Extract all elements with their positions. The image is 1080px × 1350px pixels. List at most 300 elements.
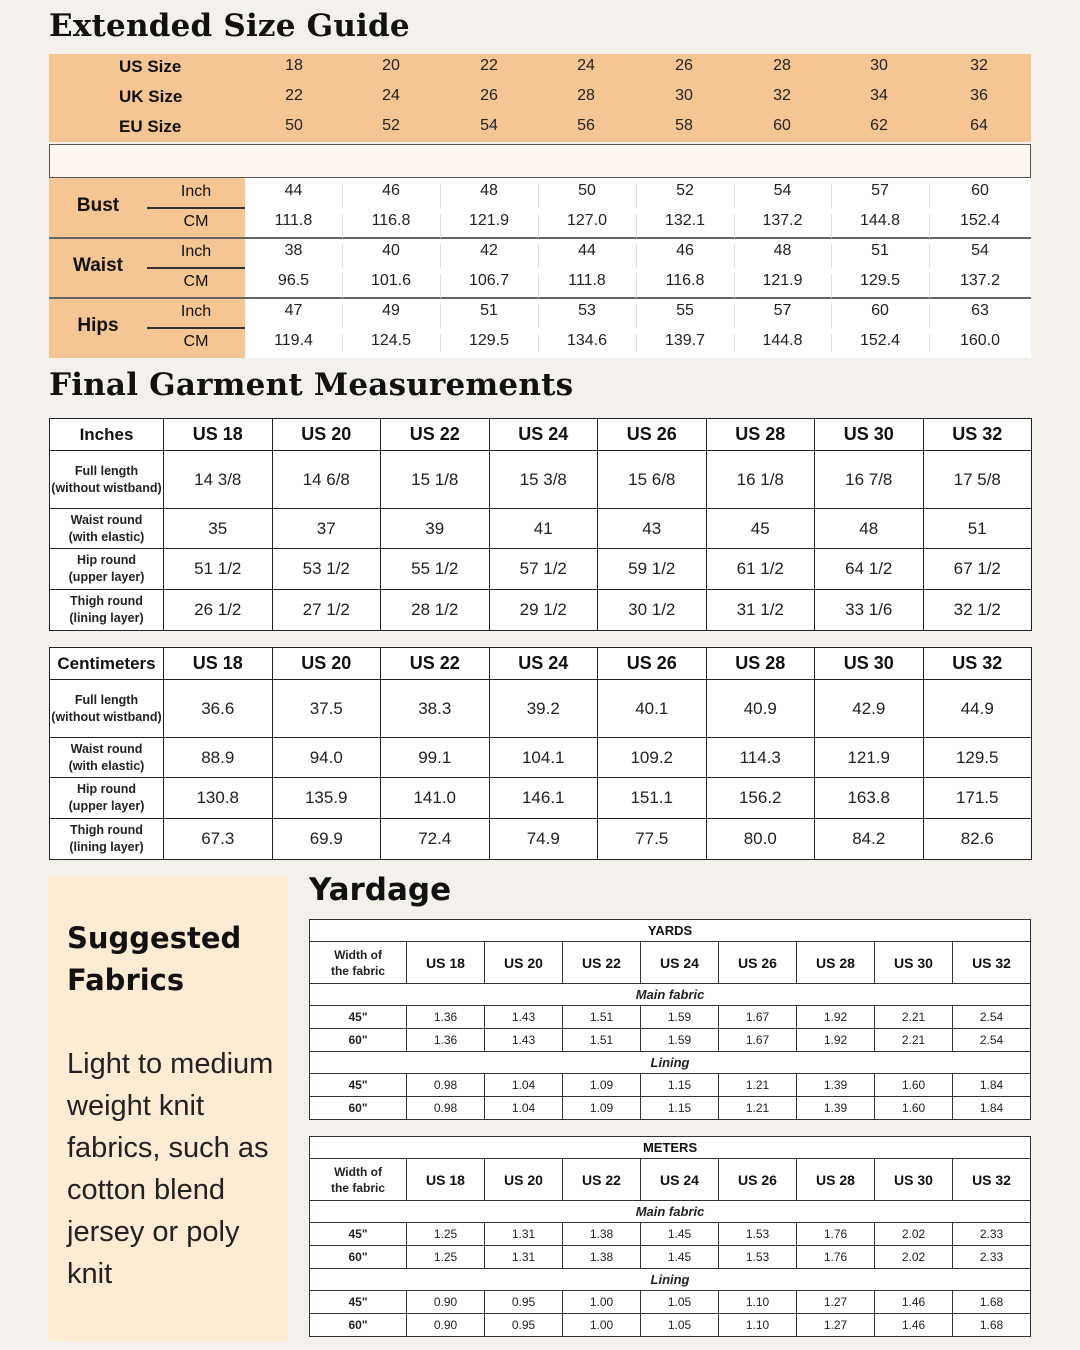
measurement-cell: 59 1/2 [598, 549, 707, 590]
measurement-cell: 156.2 [706, 778, 815, 819]
size-header: US 18 [407, 942, 485, 984]
size-header: US 32 [923, 419, 1032, 451]
measure-value: 111.8 [568, 272, 606, 289]
yardage-cell: 1.46 [875, 1291, 953, 1314]
size-header: US 20 [485, 942, 563, 984]
size-header: US 22 [381, 419, 490, 451]
width-label-line1: Width of [334, 947, 382, 962]
yardage-cell: 1.21 [719, 1074, 797, 1097]
measure-value: 42 [480, 242, 498, 259]
row-label-main: Thigh round [70, 823, 143, 837]
size-header: US 30 [815, 419, 924, 451]
measurement-cell: 55 1/2 [381, 549, 490, 590]
unit-row [310, 920, 1031, 942]
size-header: US 28 [706, 648, 815, 680]
garment-inches-table [49, 418, 1032, 631]
measure-value: 63 [971, 302, 989, 319]
measure-value: 57 [871, 182, 889, 199]
table-row [50, 680, 1032, 738]
width-label [310, 942, 407, 984]
measurement-cell: 130.8 [164, 778, 273, 819]
size-value: 24 [577, 57, 595, 74]
measure-value: 132.1 [664, 212, 706, 229]
unit-header: Centimeters [50, 648, 164, 680]
yardage-cell: 1.38 [563, 1223, 641, 1246]
column-divider [636, 184, 637, 352]
measurement-cell: 16 1/8 [706, 451, 815, 509]
measurement-cell: 104.1 [489, 738, 598, 778]
measurement-cell: 41 [489, 509, 598, 549]
size-header: US 22 [563, 1159, 641, 1201]
yardage-cell: 0.90 [407, 1291, 485, 1314]
yardage-cell: 1.36 [407, 1006, 485, 1029]
fabric-width: 45" [310, 1223, 407, 1246]
measurement-cell: 135.9 [272, 778, 381, 819]
width-label [310, 1159, 407, 1201]
yardage-cell: 1.04 [485, 1074, 563, 1097]
row-label-note: (upper layer) [68, 799, 145, 813]
yardage-cell: 0.95 [485, 1291, 563, 1314]
yardage-cell: 1.36 [407, 1029, 485, 1052]
size-header: US 28 [706, 419, 815, 451]
yardage-cell: 1.10 [719, 1314, 797, 1337]
size-value: 30 [870, 57, 888, 74]
size-header: US 32 [953, 942, 1031, 984]
measurement-cell: 40.9 [706, 680, 815, 738]
measure-value: 129.5 [859, 272, 901, 289]
measurement-cell: 30 1/2 [598, 590, 707, 631]
fabric-width: 60" [310, 1246, 407, 1269]
section-row [310, 1201, 1031, 1223]
yardage-cell: 1.84 [953, 1097, 1031, 1120]
fabric-width: 45" [310, 1006, 407, 1029]
size-value: 32 [970, 57, 988, 74]
size-system-label: US Size [119, 57, 182, 76]
measurement-cell: 33 1/6 [815, 590, 924, 631]
measurement-cell: 53 1/2 [272, 549, 381, 590]
measurement-cell: 141.0 [381, 778, 490, 819]
measure-part-name: Bust [76, 195, 120, 216]
measure-value: 137.2 [959, 272, 1001, 289]
table-row [50, 590, 1032, 631]
measure-part-name: Waist [73, 255, 123, 276]
measure-value: 48 [480, 182, 498, 199]
row-label-main: Waist round [70, 512, 143, 527]
yardage-cell: 1.68 [953, 1291, 1031, 1314]
size-value: 54 [480, 117, 498, 134]
measure-value: 44 [578, 242, 596, 259]
unit-label-cm: CM [183, 273, 209, 290]
yardage-cell: 1.67 [719, 1006, 797, 1029]
yardage-cell: 1.04 [485, 1097, 563, 1120]
size-value: 34 [870, 87, 888, 104]
table-row [50, 738, 1032, 778]
row-label-note: (without wistband) [51, 480, 162, 495]
section-row [310, 1269, 1031, 1291]
unit-label-inch: Inch [180, 243, 212, 260]
measurement-cell: 171.5 [923, 778, 1032, 819]
row-label [50, 680, 164, 738]
measurement-cell: 114.3 [706, 738, 815, 778]
measurement-cell: 80.0 [706, 819, 815, 860]
yardage-meters-table [309, 1136, 1031, 1337]
yardage-cell: 1.27 [797, 1314, 875, 1337]
measure-value: 54 [971, 242, 989, 259]
measure-value: 60 [971, 182, 989, 199]
yardage-cell: 1.45 [641, 1223, 719, 1246]
table-row [310, 1097, 1031, 1120]
measure-value: 38 [284, 242, 303, 259]
yardage-cell: 1.53 [719, 1246, 797, 1269]
row-label [50, 819, 164, 860]
measurement-cell: 67.3 [164, 819, 273, 860]
fabric-width: 45" [310, 1291, 407, 1314]
unit-header: YARDS [310, 920, 1031, 942]
measure-value: 49 [382, 302, 400, 319]
measurement-cell: 163.8 [815, 778, 924, 819]
section-label: Lining [310, 1052, 1031, 1074]
size-value: 26 [480, 87, 498, 104]
size-value: 26 [675, 57, 693, 74]
column-divider [929, 184, 930, 352]
table-row [310, 1006, 1031, 1029]
group-divider [49, 237, 1031, 239]
measurement-cell: 129.5 [923, 738, 1032, 778]
measure-value: 47 [284, 302, 303, 319]
measure-value: 119.4 [274, 332, 313, 349]
measurement-cell: 32 1/2 [923, 590, 1032, 631]
measurement-cell: 94.0 [272, 738, 381, 778]
yardage-cell: 1.00 [563, 1291, 641, 1314]
column-divider [538, 184, 539, 352]
size-header: US 26 [719, 1159, 797, 1201]
yardage-cell: 1.05 [641, 1314, 719, 1337]
measurement-cell: 39.2 [489, 680, 598, 738]
size-header: US 32 [923, 648, 1032, 680]
measure-value: 50 [578, 182, 596, 199]
measure-value: 124.5 [370, 332, 412, 349]
size-header: US 28 [797, 1159, 875, 1201]
size-value: 60 [773, 117, 791, 134]
row-label-main: Waist round [70, 741, 143, 756]
measure-value: 101.6 [370, 272, 412, 289]
measurement-cell: 40.1 [598, 680, 707, 738]
measure-value: 121.9 [468, 212, 510, 229]
section-label: Lining [310, 1269, 1031, 1291]
size-system-label: EU Size [119, 117, 182, 136]
yardage-cell: 1.68 [953, 1314, 1031, 1337]
table-row [310, 1223, 1031, 1246]
measure-value: 52 [676, 182, 694, 199]
size-header: US 18 [164, 648, 273, 680]
row-label [50, 509, 164, 549]
yardage-cell: 0.98 [407, 1097, 485, 1120]
table-row [50, 778, 1032, 819]
size-header: US 26 [719, 942, 797, 984]
width-label-line2: the fabric [330, 1180, 385, 1195]
yardage-cell: 1.51 [563, 1006, 641, 1029]
size-header: US 18 [164, 419, 273, 451]
row-label-main: Full length [74, 463, 139, 478]
measure-value: 152.4 [859, 332, 901, 349]
yardage-cell: 2.02 [875, 1246, 953, 1269]
size-header: US 26 [598, 419, 707, 451]
measure-value: 129.5 [468, 332, 510, 349]
yardage-cell: 1.60 [875, 1074, 953, 1097]
yardage-cell: 1.21 [719, 1097, 797, 1120]
yardage-cell: 1.46 [875, 1314, 953, 1337]
fabric-width: 60" [310, 1314, 407, 1337]
measurement-cell: 37.5 [272, 680, 381, 738]
garment-cm-table [49, 647, 1032, 860]
yardage-cell: 1.67 [719, 1029, 797, 1052]
measurement-cell: 37 [272, 509, 381, 549]
yardage-cell: 1.15 [641, 1097, 719, 1120]
group-divider [49, 297, 1031, 299]
measurement-cell: 61 1/2 [706, 549, 815, 590]
size-value: 50 [285, 117, 303, 134]
measure-value: 96.5 [277, 272, 310, 289]
size-system-label: UK Size [119, 87, 183, 106]
measure-value: 144.8 [762, 332, 803, 349]
table-row [310, 1246, 1031, 1269]
yardage-cell: 1.09 [563, 1097, 641, 1120]
yardage-cell: 2.33 [953, 1223, 1031, 1246]
measurement-cell: 84.2 [815, 819, 924, 860]
yardage-cell: 1.05 [641, 1291, 719, 1314]
measurement-cell: 74.9 [489, 819, 598, 860]
measurement-cell: 57 1/2 [489, 549, 598, 590]
row-label-main: Thigh round [70, 594, 143, 608]
measurement-cell: 51 1/2 [164, 549, 273, 590]
size-header: US 20 [485, 1159, 563, 1201]
size-value: 58 [675, 117, 693, 134]
yardage-cell: 1.31 [485, 1246, 563, 1269]
yardage-cell: 1.25 [407, 1246, 485, 1269]
yardage-cell: 0.95 [485, 1314, 563, 1337]
row-label [50, 590, 164, 631]
measurement-cell: 39 [381, 509, 490, 549]
measurement-cell: 64 1/2 [815, 549, 924, 590]
header-row [310, 942, 1031, 984]
size-header: US 26 [598, 648, 707, 680]
measurement-cell: 121.9 [815, 738, 924, 778]
measurement-cell: 29 1/2 [489, 590, 598, 631]
section-row [310, 1052, 1031, 1074]
table-row [310, 1029, 1031, 1052]
measure-value: 127.0 [566, 212, 608, 229]
size-header: US 30 [875, 1159, 953, 1201]
size-value: 24 [382, 87, 400, 104]
size-value: 36 [970, 87, 988, 104]
header-row [50, 648, 1032, 680]
unit-divider [147, 267, 245, 269]
measure-value: 116.8 [371, 212, 411, 229]
measure-value: 54 [773, 182, 792, 199]
measurement-cell: 26 1/2 [164, 590, 273, 631]
yardage-cell: 1.43 [485, 1006, 563, 1029]
size-value: 20 [382, 57, 400, 74]
size-value: 28 [577, 87, 595, 104]
measurement-cell: 44.9 [923, 680, 1032, 738]
yardage-cell: 0.98 [407, 1074, 485, 1097]
row-label-note: (lining layer) [69, 611, 144, 625]
unit-divider [147, 327, 245, 329]
table-row [310, 1074, 1031, 1097]
measure-value: 46 [676, 242, 694, 259]
yardage-cell: 2.21 [875, 1029, 953, 1052]
yardage-cell: 1.43 [485, 1029, 563, 1052]
measure-value: 152.4 [959, 212, 1001, 229]
yardage-cell: 1.45 [641, 1246, 719, 1269]
yardage-cell: 2.54 [953, 1029, 1031, 1052]
yardage-cell: 1.10 [719, 1291, 797, 1314]
measurement-cell: 43 [598, 509, 707, 549]
row-label-note: (without wistband) [51, 709, 162, 724]
size-header: US 30 [815, 648, 924, 680]
yardage-cell: 1.92 [797, 1029, 875, 1052]
measure-value: 51 [871, 242, 889, 259]
row-label-main: Hip round [76, 553, 136, 567]
yardage-title: Yardage [309, 872, 452, 908]
row-label [50, 451, 164, 509]
measure-value: 160.0 [959, 332, 1001, 349]
measure-value: 106.7 [468, 272, 510, 289]
column-divider [440, 184, 441, 352]
size-header: US 24 [489, 648, 598, 680]
measure-value: 111.8 [274, 212, 313, 229]
yardage-cell: 2.54 [953, 1006, 1031, 1029]
measure-value: 40 [382, 242, 400, 259]
measurement-cell: 51 [923, 509, 1032, 549]
measurement-cell: 17 5/8 [923, 451, 1032, 509]
yardage-cell: 1.31 [485, 1223, 563, 1246]
measurement-cell: 67 1/2 [923, 549, 1032, 590]
size-header: US 20 [272, 648, 381, 680]
yardage-cell: 2.02 [875, 1223, 953, 1246]
size-header: US 24 [641, 1159, 719, 1201]
measure-part-name: Hips [77, 315, 119, 336]
measurement-cell: 88.9 [164, 738, 273, 778]
measure-value: 137.2 [762, 212, 803, 229]
garment-title: Final Garment Measurements [49, 367, 574, 403]
measurement-cell: 69.9 [272, 819, 381, 860]
column-divider [342, 184, 343, 352]
column-divider [831, 184, 832, 352]
yardage-cell: 2.33 [953, 1246, 1031, 1269]
yardage-cell: 1.38 [563, 1246, 641, 1269]
size-header: US 18 [407, 1159, 485, 1201]
measure-value: 53 [578, 302, 596, 319]
size-value: 32 [773, 87, 791, 104]
measurement-cell: 35 [164, 509, 273, 549]
yardage-cell: 1.76 [797, 1223, 875, 1246]
table-row [50, 451, 1032, 509]
size-header: US 32 [953, 1159, 1031, 1201]
size-header: US 20 [272, 419, 381, 451]
fabrics-description: Light to medium weight knit fabrics, such as cotton blend jersey or poly knit [67, 1048, 274, 1290]
measurement-cell: 14 6/8 [272, 451, 381, 509]
yardage-yards-table [309, 919, 1031, 1120]
row-label-main: Hip round [76, 782, 136, 796]
row-label-note: (with elastic) [68, 529, 145, 544]
measurement-cell: 109.2 [598, 738, 707, 778]
header-row [50, 419, 1032, 451]
size-value: 22 [285, 87, 303, 104]
measure-value: 57 [773, 302, 792, 319]
measurement-cell: 28 1/2 [381, 590, 490, 631]
measurement-cell: 15 3/8 [489, 451, 598, 509]
row-label-note: (upper layer) [68, 570, 145, 584]
measurement-cell: 77.5 [598, 819, 707, 860]
size-value: 64 [970, 117, 988, 134]
yardage-cell: 1.53 [719, 1223, 797, 1246]
size-header: US 22 [563, 942, 641, 984]
size-guide-title: Extended Size Guide [49, 8, 410, 44]
yardage-cell: 1.84 [953, 1074, 1031, 1097]
yardage-cell: 1.51 [563, 1029, 641, 1052]
fabric-width: 60" [310, 1097, 407, 1120]
unit-header: Inches [50, 419, 164, 451]
table-row [50, 819, 1032, 860]
measurement-cell: 72.4 [381, 819, 490, 860]
measurement-cell: 151.1 [598, 778, 707, 819]
measurement-cell: 36.6 [164, 680, 273, 738]
size-value: 28 [773, 57, 791, 74]
unit-divider [147, 207, 245, 209]
size-value: 56 [577, 117, 595, 134]
unit-header: METERS [310, 1137, 1031, 1159]
measurement-cell: 146.1 [489, 778, 598, 819]
section-label: Main fabric [310, 984, 1031, 1006]
yardage-cell: 1.76 [797, 1246, 875, 1269]
size-header: US 24 [489, 419, 598, 451]
yardage-cell: 1.59 [641, 1006, 719, 1029]
unit-label-inch: Inch [180, 183, 212, 200]
unit-row [310, 1137, 1031, 1159]
measure-value: 48 [773, 242, 792, 259]
width-label-line1: Width of [334, 1164, 382, 1179]
row-label [50, 738, 164, 778]
yardage-cell: 0.90 [407, 1314, 485, 1337]
size-value: 62 [870, 117, 888, 134]
header-row [310, 1159, 1031, 1201]
measure-value: 116.8 [665, 272, 705, 289]
yardage-cell: 1.92 [797, 1006, 875, 1029]
measure-value: 121.9 [762, 272, 803, 289]
yardage-cell: 1.39 [797, 1074, 875, 1097]
row-label-note: (with elastic) [68, 758, 145, 773]
yardage-cell: 1.60 [875, 1097, 953, 1120]
size-header: US 24 [641, 942, 719, 984]
measure-value: 55 [676, 302, 694, 319]
measurement-cell: 15 1/8 [381, 451, 490, 509]
table-row [310, 1291, 1031, 1314]
row-label [50, 549, 164, 590]
measurement-cell: 38.3 [381, 680, 490, 738]
fabric-width: 45" [310, 1074, 407, 1097]
measure-value: 134.6 [566, 332, 608, 349]
blank-band [49, 144, 1031, 178]
measurement-cell: 31 1/2 [706, 590, 815, 631]
yardage-cell: 2.21 [875, 1006, 953, 1029]
row-label-note: (lining layer) [69, 840, 144, 854]
yardage-cell: 1.00 [563, 1314, 641, 1337]
measure-value: 144.8 [859, 212, 901, 229]
unit-label-cm: CM [183, 333, 209, 350]
measurement-cell: 82.6 [923, 819, 1032, 860]
measurement-cell: 42.9 [815, 680, 924, 738]
